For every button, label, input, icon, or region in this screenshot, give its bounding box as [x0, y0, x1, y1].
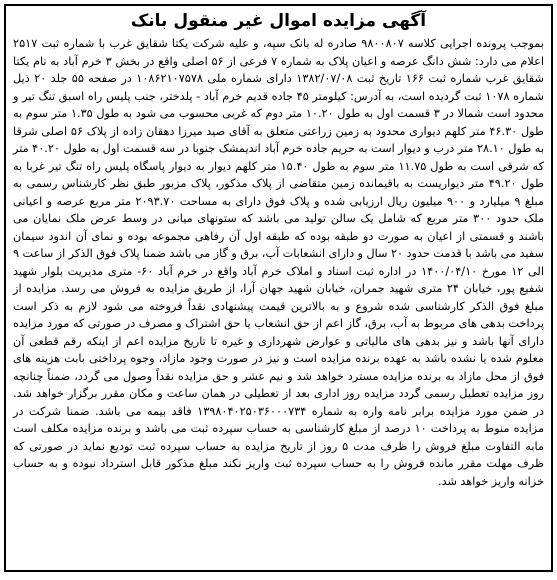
notice-title: آگهی مزایده اموال غیر منقول بانک [130, 11, 427, 31]
auction-notice [4, 4, 553, 572]
notice-body: بموجب پرونده اجرایی کلاسه ۹۸۰۰۸۰۷ صادره له بانک سپه، و علیه شرکت یکتا شقایق غرب با شماره ثبت ۲۵۱۷ اعلام می دارد: شش دانگ عرصه و اعیان پلاک به شماره ۷ فرعی از ۵۶ اصلی واقع در بخش ۳ خرم آباد به نام یکتا شقایق غرب شماره ثبت ۱۶۶ تاریخ ثبت ۱۳۸۲/۰۷/۰۸ دارای شماره ملی ۱۰۸۶۲۱۰۷۵۷۸ در صفحه ۵۵ جلد ۲۰ ذیل شماره ۱۰۷۸ ثبت گردیده است، به آدرس: کیلومتر ۴۵ جاده قدیم خرم آباد - پلدختر، جنب پلیس راه اسبق تنگ تیر و محدود است شمالا در ۳ قسمت اول به طول ۱۰.۲۰ متر دوم که غربی محسوب می شود به طول ۱.۳۵ متر سوم به طول ۴۶.۳۰ متر کلهم دیواری محدود به زمین زراعتی متعلق به آقای صید میرزا دهقان زاده از پلاک ۵۶ اصلی شرقا به طول ۲۸.۱۰ متر درب و دیوار است به حریم جاده خرم آباد اندیمشک جنوبا در سه قسمت اول به طول ۴۰.۲۰ متر که شرقی است به طول ۱۱.۷۵ متر سوم به طول ۱۵.۴۰ متر کلهم دیوار به دیوار پاسگاه پلیس راه تنگ تیر غربا به طول ۴۹.۲۰ متر دیواریست به باقیمانده زمین متقاضی از پلاک مذکور، پلاک مزبور طبق نظر کارشناس رسمی به مبلغ ۹ میلیارد و ۹۰۰ میلیون ریال ارزیابی شده و پلاک فوق دارای به مساحت ۲۰۹۳.۷۰ متر مربع عرصه و اعیانی ملک حدود ۳۰۰ متر مربع که شامل یک سالن تولید می باشد که ستونهای میانی در وسط عرض ملک نمایان می باشند و قسمتی از اعیان به صورت دو طبقه بوده که طبقه اول آن رفاهی مجموعه بوده و نمای آن اندود سیمان سفید می باشد با قدمت حدود ۲۰ سال و دارای انشعابات آب، برق و گاز می باشد ضمنا پلاک فوق الذکر از ساعت ۹ الی ۱۲ مورخ ۱۴۰۰/۰۴/۱۰ در اداره ثبت اسناد و املاک خرم آباد واقع در خرم آباد ۶۰- متری مدیریت بلوار شهید شفیع پور، خیابان ۲۴ متری شهید جمران، خیابان شهید جهان آرا، از طریق مزایده به فروش می رسد. مزایده از مبلغ فوق الذکر کارشناسی شده شروع و به بالاترین قیمت پیشنهادی نقداً فروخته می شود لازم به ذکر است پرداخت بدهی های مربوط به آب، برق، گاز اعم از حق انشعاب یا حق اشتراک و مصرف در صورتی که مورد مزایده دارای آنها باشد و نیز بدهی های مالیاتی و عوارض شهرداری و غیره تا تاریخ مزایده اعم از اینکه رقم قطعی آن معلوم شده یا نشده باشد به عهده برنده مزایده است و نیز در صورت وجود مازاد، وجوه پرداختی بابت هزینه های فوق از محل مازاد به برنده مزایده مسترد خواهد شد و نیم عشر و حق مزایده نقداً وصول می گردد، ضمناً چنانچه روز مزایده تعطیل رسمی گردد مزایده روز اداری بعد از تعطیلی در همان ساعت و مکان مقرر برگزار خواهد شد. در ضمن مورد مزایده برابر نامه واره به شماره ۱۳۹۸۰۴۰۲۵۰۳۶۰۰۰۷۳۴ فاقد بیمه می باشد. ضمنا شرکت در مزایده منوط به پرداخت ۱۰ درصد از مبلغ کارشناسی به حساب سپرده ثبت می باشد و برنده مزایده مکلف است مابه التفاوت مبلغ فروش را ظرف مدت ۵ روز از تاریخ مزایده به حساب سپرده ثبت تودیع نماید در صورتی که ظرف مهلت مقرر مانده فروش را به حساب سپرده ثبت واریز نکند مبلغ مذکور قابل استرداد نبوده و به حساب خزانه واریز خواهد شد. [13, 37, 545, 488]
